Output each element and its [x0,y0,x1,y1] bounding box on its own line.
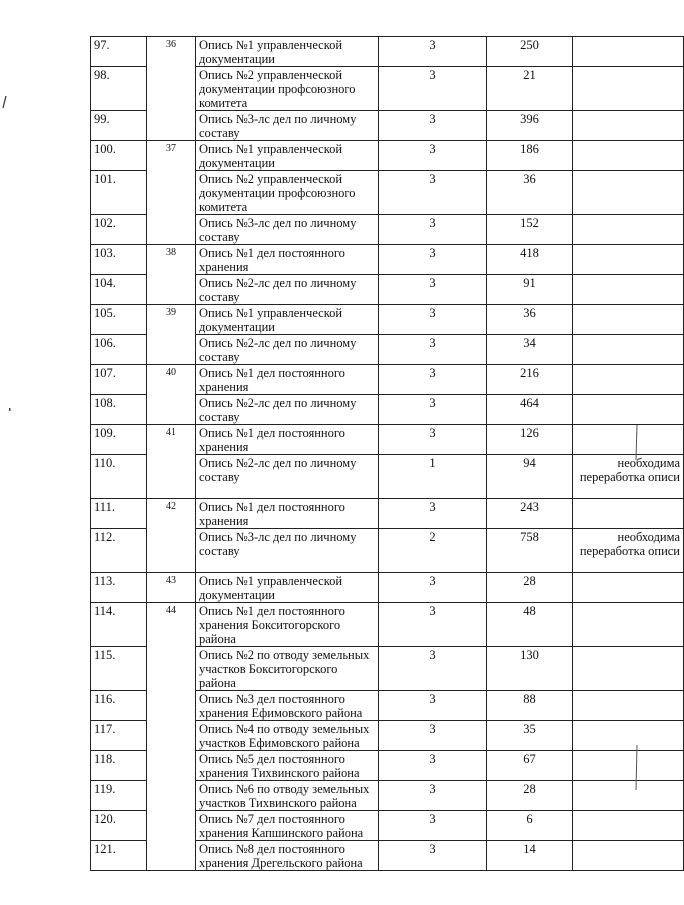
scan-mark-left [3,96,6,108]
row-number: 98. [91,67,147,111]
inventory-name: Опись №2 по отводу земельных участков Бокситогорского района [196,647,379,691]
inventory-name: Опись №1 управленческой документации [196,141,379,171]
item-count: 94 [487,455,573,499]
row-number: 112. [91,529,147,573]
item-count: 152 [487,215,573,245]
row-number: 109. [91,425,147,455]
category: 3 [379,841,487,871]
inventory-name: Опись №2 управленческой документации профсоюзного комитета [196,171,379,215]
category: 3 [379,245,487,275]
item-count: 186 [487,141,573,171]
inventory-name: Опись №2-лс дел по личному составу [196,395,379,425]
inventory-name: Опись №7 дел постоянного хранения Капшинского района [196,811,379,841]
row-number: 115. [91,647,147,691]
row-number: 114. [91,603,147,647]
fund-number: 39 [147,305,196,365]
fund-number: 44 [147,603,196,871]
row-number: 111. [91,499,147,529]
item-count: 67 [487,751,573,781]
category: 1 [379,455,487,499]
inventory-name: Опись №1 дел постоянного хранения [196,245,379,275]
inventory-name: Опись №2-лс дел по личному составу [196,455,379,499]
category: 3 [379,275,487,305]
item-count: 243 [487,499,573,529]
inventory-name: Опись №3-лс дел по личному составу [196,529,379,573]
item-count: 396 [487,111,573,141]
fund-number: 40 [147,365,196,425]
row-number: 120. [91,811,147,841]
inventory-name: Опись №6 по отводу земельных участков Тихвинского района [196,781,379,811]
row-number: 116. [91,691,147,721]
fund-number: 37 [147,141,196,245]
row-number: 104. [91,275,147,305]
inventory-name: Опись №8 дел постоянного хранения Дрегельского района [196,841,379,871]
row-number: 110. [91,455,147,499]
row-number: 118. [91,751,147,781]
category: 3 [379,573,487,603]
item-count: 250 [487,37,573,67]
inventory-name: Опись №3-лс дел по личному составу [196,111,379,141]
item-count: 216 [487,365,573,395]
scan-dot-left [9,408,11,411]
item-count: 126 [487,425,573,455]
item-count: 34 [487,335,573,365]
row-number: 121. [91,841,147,871]
inventory-name: Опись №1 управленческой документации [196,573,379,603]
fund-number: 41 [147,425,196,499]
item-count: 36 [487,305,573,335]
inventory-name: Опись №1 дел постоянного хранения [196,425,379,455]
category: 3 [379,171,487,215]
fund-number: 36 [147,37,196,141]
row-number: 102. [91,215,147,245]
item-count: 28 [487,573,573,603]
inventory-name: Опись №3-лс дел по личному составу [196,215,379,245]
row-number: 113. [91,573,147,603]
category: 3 [379,37,487,67]
inventory-name: Опись №1 дел постоянного хранения [196,365,379,395]
row-number: 108. [91,395,147,425]
row-number: 101. [91,171,147,215]
row-number: 100. [91,141,147,171]
fund-number: 42 [147,499,196,573]
note: необходима переработка описи [573,455,684,499]
category: 3 [379,691,487,721]
category: 3 [379,499,487,529]
inventory-name: Опись №1 управленческой документации [196,37,379,67]
inventory-name: Опись №3 дел постоянного хранения Ефимовского района [196,691,379,721]
category: 3 [379,305,487,335]
inventory-name: Опись №2-лс дел по личному составу [196,335,379,365]
category: 3 [379,425,487,455]
category: 3 [379,781,487,811]
inventory-name: Опись №5 дел постоянного хранения Тихвинского района [196,751,379,781]
row-number: 103. [91,245,147,275]
item-count: 418 [487,245,573,275]
fund-number: 38 [147,245,196,305]
category: 3 [379,647,487,691]
item-count: 91 [487,275,573,305]
item-count: 35 [487,721,573,751]
item-count: 48 [487,603,573,647]
inventory-name: Опись №1 дел постоянного хранения [196,499,379,529]
category: 3 [379,67,487,111]
category: 3 [379,215,487,245]
scan-mark-right-2 [636,745,637,790]
category: 3 [379,335,487,365]
category: 3 [379,141,487,171]
item-count: 758 [487,529,573,573]
category: 3 [379,111,487,141]
row-number: 105. [91,305,147,335]
item-count: 36 [487,171,573,215]
row-number: 97. [91,37,147,67]
row-number: 117. [91,721,147,751]
item-count: 130 [487,647,573,691]
row-number: 119. [91,781,147,811]
row-number: 99. [91,111,147,141]
row-number: 106. [91,335,147,365]
item-count: 6 [487,811,573,841]
category: 3 [379,395,487,425]
item-count: 464 [487,395,573,425]
item-count: 88 [487,691,573,721]
inventory-name: Опись №1 управленческой документации [196,305,379,335]
item-count: 28 [487,781,573,811]
note: необходима переработка описи [573,529,684,573]
inventory-name: Опись №4 по отводу земельных участков Ефимовского района [196,721,379,751]
category: 2 [379,529,487,573]
category: 3 [379,603,487,647]
scan-mark-right [636,425,637,460]
inventory-name: Опись №2 управленческой документации профсоюзного комитета [196,67,379,111]
category: 3 [379,721,487,751]
inventory-name: Опись №1 дел постоянного хранения Бокситогорского района [196,603,379,647]
item-count: 21 [487,67,573,111]
fund-number: 43 [147,573,196,603]
category: 3 [379,365,487,395]
category: 3 [379,811,487,841]
row-number: 107. [91,365,147,395]
category: 3 [379,751,487,781]
inventory-name: Опись №2-лс дел по личному составу [196,275,379,305]
item-count: 14 [487,841,573,871]
